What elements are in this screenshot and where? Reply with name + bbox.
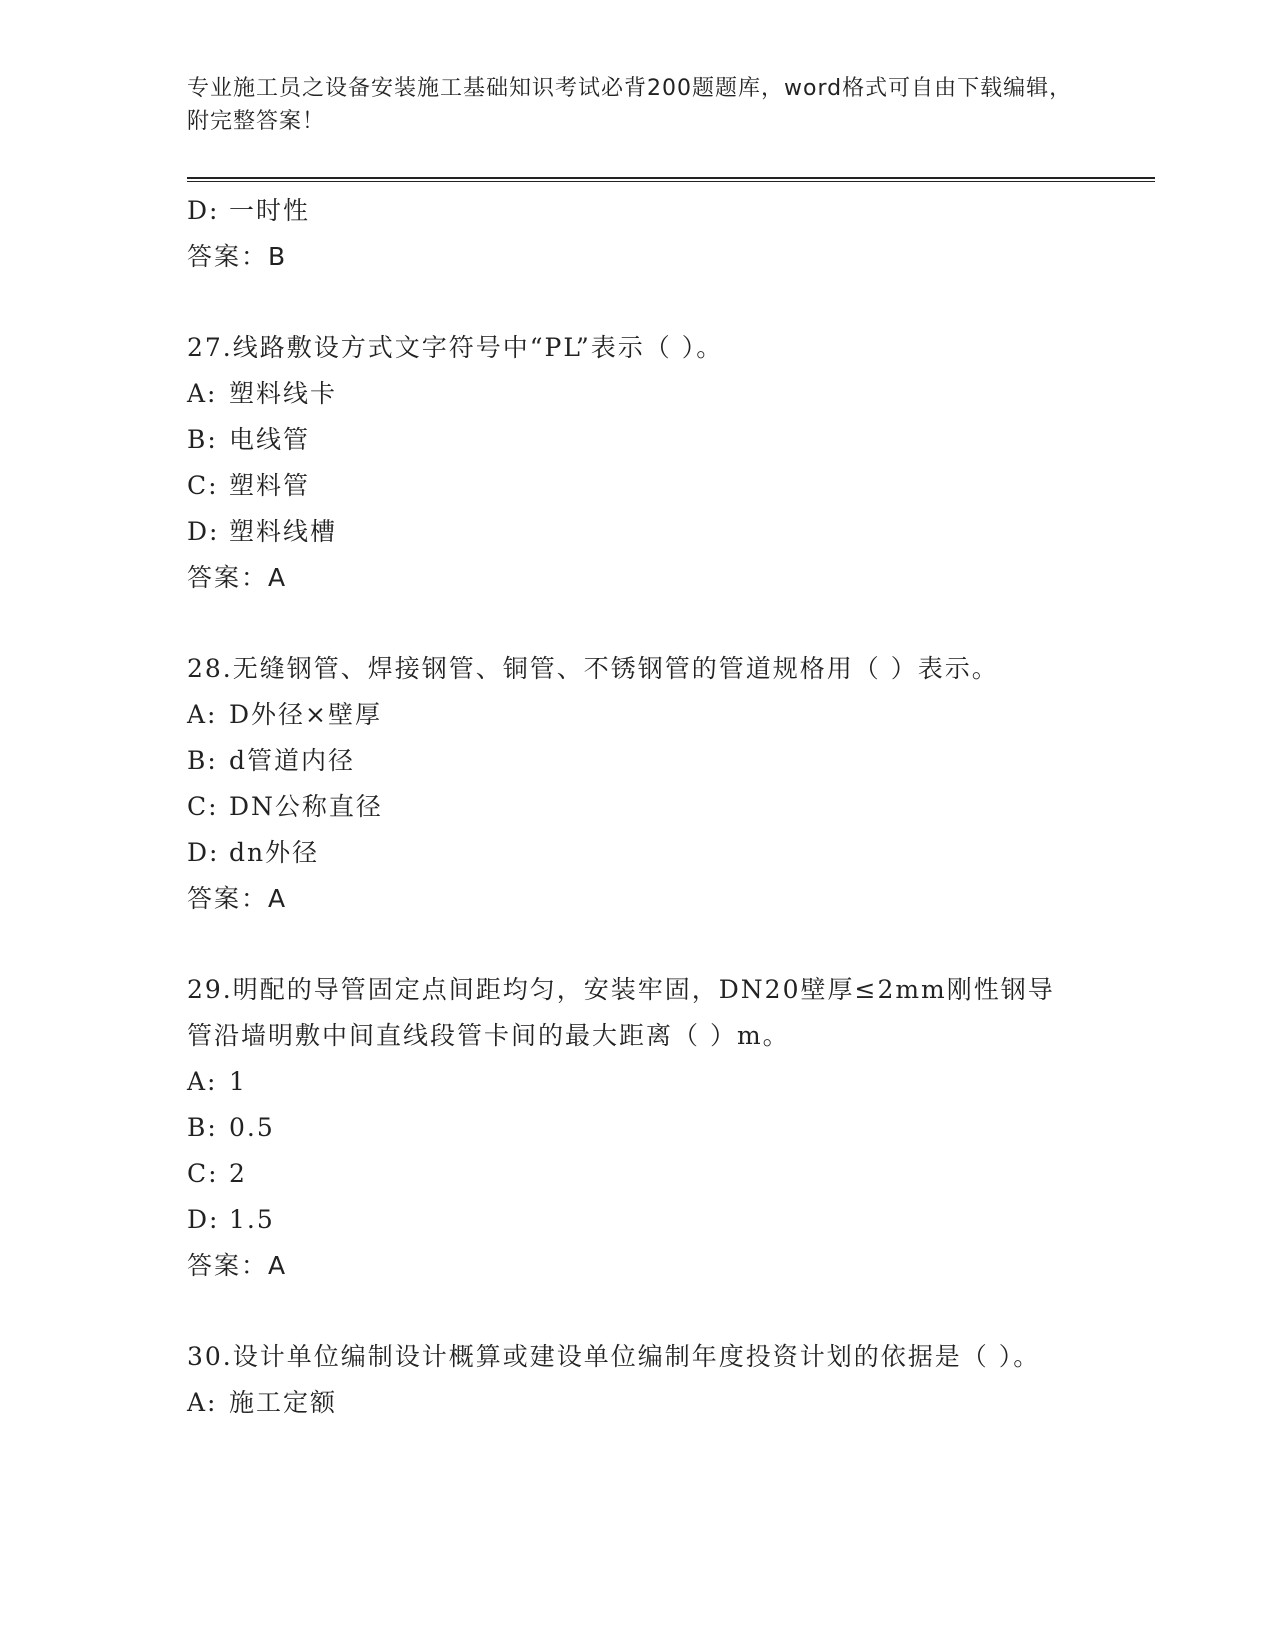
option-text: d管道内径 — [229, 746, 356, 775]
option-label: A: — [187, 379, 218, 408]
spacer — [187, 280, 1147, 325]
option-label: B: — [187, 746, 218, 775]
option-label: B: — [187, 1113, 218, 1142]
option-b — [187, 738, 1147, 784]
option-text: 1.5 — [229, 1205, 275, 1234]
option-text: 0.5 — [229, 1113, 275, 1142]
spacer — [187, 1289, 1147, 1334]
option-text: 一时性 — [229, 196, 311, 225]
question-stem: 29.明配的导管固定点间距均匀，安装牢固，DN20壁厚≤2mm刚性钢导管沿墙明敷中间直线段管卡间的最大距离（ ）m。 — [187, 975, 1055, 1050]
spacer — [187, 922, 1147, 967]
option-text: 电线管 — [229, 425, 311, 454]
option-d — [187, 830, 1147, 876]
answer-line: 答案：A — [187, 884, 288, 913]
option-text: 塑料线槽 — [229, 517, 338, 546]
document-body — [187, 188, 1147, 1426]
option-a — [187, 1059, 1147, 1105]
option-label: C: — [187, 1159, 219, 1188]
question-stem: 30.设计单位编制设计概算或建设单位编制年度投资计划的依据是（ ）。 — [187, 1342, 1041, 1371]
option-b — [187, 1105, 1147, 1151]
option-text: 1 — [229, 1067, 247, 1096]
option-label: C: — [187, 792, 219, 821]
question-stem: 28.无缝钢管、焊接钢管、铜管、不锈钢管的管道规格用（ ）表示。 — [187, 654, 999, 683]
option-text: dn外径 — [229, 838, 320, 867]
option-label: C: — [187, 471, 219, 500]
option-text: 塑料管 — [229, 471, 311, 500]
document-header: 专业施工员之设备安装施工基础知识考试必背200题题库，word格式可自由下载编辑，附完整答案！ — [187, 76, 1073, 134]
option-d — [187, 188, 1147, 234]
answer-line: 答案：B — [187, 242, 288, 271]
spacer — [187, 601, 1147, 646]
question-stem: 27.线路敷设方式文字符号中“PL”表示（ ）。 — [187, 333, 724, 362]
option-text: 塑料线卡 — [229, 379, 338, 408]
option-c — [187, 784, 1147, 830]
option-label: A: — [187, 1067, 218, 1096]
option-a — [187, 1380, 1147, 1426]
option-text: DN公称直径 — [229, 792, 383, 821]
option-label: D: — [187, 1205, 220, 1234]
option-text: D外径×壁厚 — [229, 700, 382, 729]
option-c — [187, 463, 1147, 509]
option-c — [187, 1151, 1147, 1197]
answer-line: 答案：A — [187, 563, 288, 592]
option-d — [187, 509, 1147, 555]
option-d — [187, 1197, 1147, 1243]
option-label: D: — [187, 196, 220, 225]
option-text: 施工定额 — [229, 1388, 338, 1417]
option-a — [187, 371, 1147, 417]
option-label: D: — [187, 517, 220, 546]
answer-line: 答案：A — [187, 1251, 288, 1280]
option-a — [187, 692, 1147, 738]
option-label: D: — [187, 838, 220, 867]
option-b — [187, 417, 1147, 463]
option-label: A: — [187, 1388, 218, 1417]
header-divider — [187, 177, 1155, 182]
option-label: B: — [187, 425, 218, 454]
option-text: 2 — [229, 1159, 247, 1188]
option-label: A: — [187, 700, 218, 729]
